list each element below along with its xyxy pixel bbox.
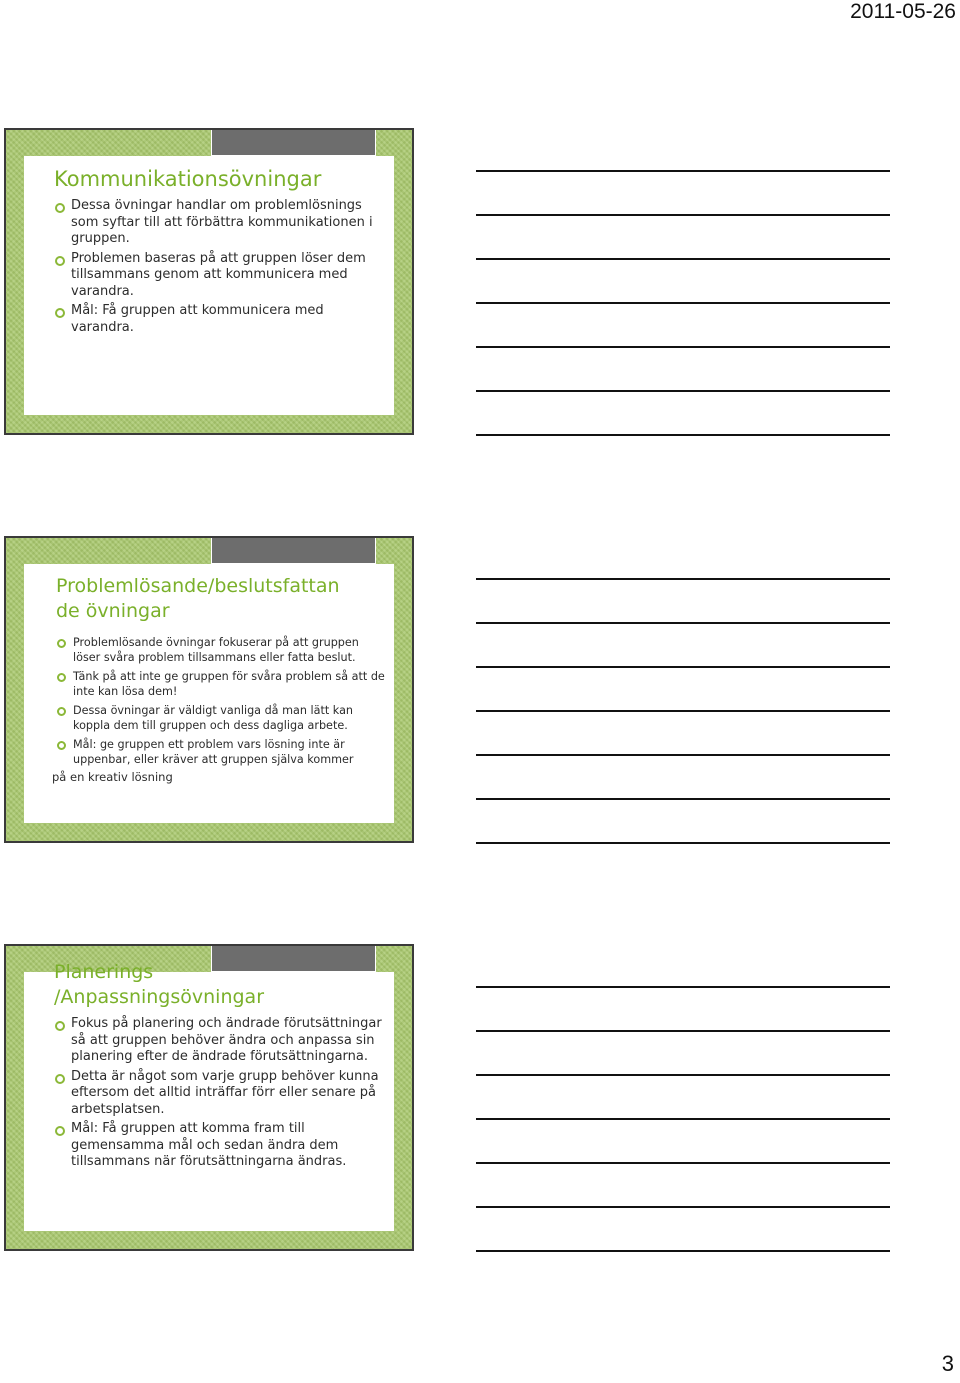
note-line: [476, 666, 890, 668]
slide-thumbnail: [4, 128, 414, 435]
page-date: 2011-05-26: [850, 0, 956, 23]
bullet-text: Detta är något som varje grupp behöver kunna eftersom det alltid inträffar förr eller senare på arbetsplatsen.: [71, 1068, 379, 1117]
note-line: [476, 302, 890, 304]
note-line: [476, 842, 890, 844]
bullet-item: [56, 669, 386, 699]
bullet-icon: [55, 1074, 65, 1084]
bullet-icon: [55, 308, 65, 318]
note-line: [476, 258, 890, 260]
bullet-list: [54, 198, 386, 336]
slide-content: [54, 960, 386, 1171]
slide-title: Planerings /Anpassningsövningar: [54, 961, 265, 1008]
note-line: [476, 1250, 890, 1252]
note-line: [476, 214, 890, 216]
note-line: [476, 1074, 890, 1076]
note-line: [476, 710, 890, 712]
note-line: [476, 170, 890, 172]
slide-thumbnail: [4, 536, 414, 843]
note-line: [476, 986, 890, 988]
bullet-item: [54, 1016, 386, 1066]
bullet-item: [56, 737, 386, 767]
bullet-icon: [57, 741, 66, 750]
slide-content: [54, 166, 386, 336]
bullet-text: Mål: Få gruppen att komma fram till gemensamma mål och sedan ändra dem tillsammans när förutsättningarna ändras.: [71, 1121, 347, 1169]
note-line: [476, 578, 890, 580]
bullet-item: [56, 635, 386, 665]
bullet-text: Dessa övningar är väldigt vanliga då man lätt kan koppla dem till gruppen och dess dagliga arbete.: [73, 704, 354, 732]
note-line: [476, 1030, 890, 1032]
slide-title: Kommunikationsövningar: [54, 167, 322, 191]
note-line: [476, 754, 890, 756]
slide-title: Problemlösande/beslutsfattan de övningar: [56, 575, 340, 622]
bullet-icon: [57, 673, 66, 682]
note-line: [476, 1162, 890, 1164]
slide-tab: [211, 130, 376, 156]
bullet-item: [54, 303, 386, 336]
bullet-icon: [57, 639, 66, 648]
note-line: [476, 434, 890, 436]
slide-thumbnail: [4, 944, 414, 1251]
page-number: 3: [941, 1351, 954, 1376]
slide-tail-text: på en kreativ lösning: [52, 770, 173, 784]
bullet-text: Mål: ge gruppen ett problem vars lösning inte är uppenbar, eller kräver att gruppen själva kommer: [73, 738, 354, 766]
note-line: [476, 1118, 890, 1120]
bullet-item: [54, 198, 386, 248]
bullet-icon: [55, 1126, 65, 1136]
slide-tab: [211, 538, 376, 564]
bullet-item: [54, 1121, 386, 1171]
bullet-icon: [57, 707, 66, 716]
slide-content: [52, 574, 386, 785]
bullet-text: Tänk på att inte ge gruppen för svåra problem så att de inte kan lösa dem!: [73, 670, 385, 698]
bullet-icon: [55, 256, 65, 266]
note-line: [476, 622, 890, 624]
bullet-text: Fokus på planering och ändrade förutsättningar så att gruppen behöver ändra och anpassa sin planering efter de ändrade förutsättningarna.: [71, 1016, 382, 1064]
bullet-text: Dessa övningar handlar om problemlösnings som syftar till att förbättra kommunikationen i gruppen.: [71, 198, 373, 246]
bullet-text: Problemen baseras på att gruppen löser dem tillsammans genom att kommunicera med varandra.: [71, 250, 366, 299]
bullet-text: Problemlösande övningar fokuserar på att gruppen löser svåra problem tillsammans eller fatta beslut.: [73, 636, 359, 664]
note-line: [476, 390, 890, 392]
bullet-list: [54, 1016, 386, 1171]
bullet-item: [54, 251, 386, 301]
note-line: [476, 1206, 890, 1208]
bullet-item: [56, 703, 386, 733]
bullet-text: Mål: Få gruppen att kommunicera med varandra.: [71, 303, 324, 335]
note-line: [476, 798, 890, 800]
bullet-icon: [55, 203, 65, 213]
bullet-icon: [55, 1021, 65, 1031]
bullet-list: [56, 635, 386, 767]
note-line: [476, 346, 890, 348]
bullet-item: [54, 1069, 386, 1119]
